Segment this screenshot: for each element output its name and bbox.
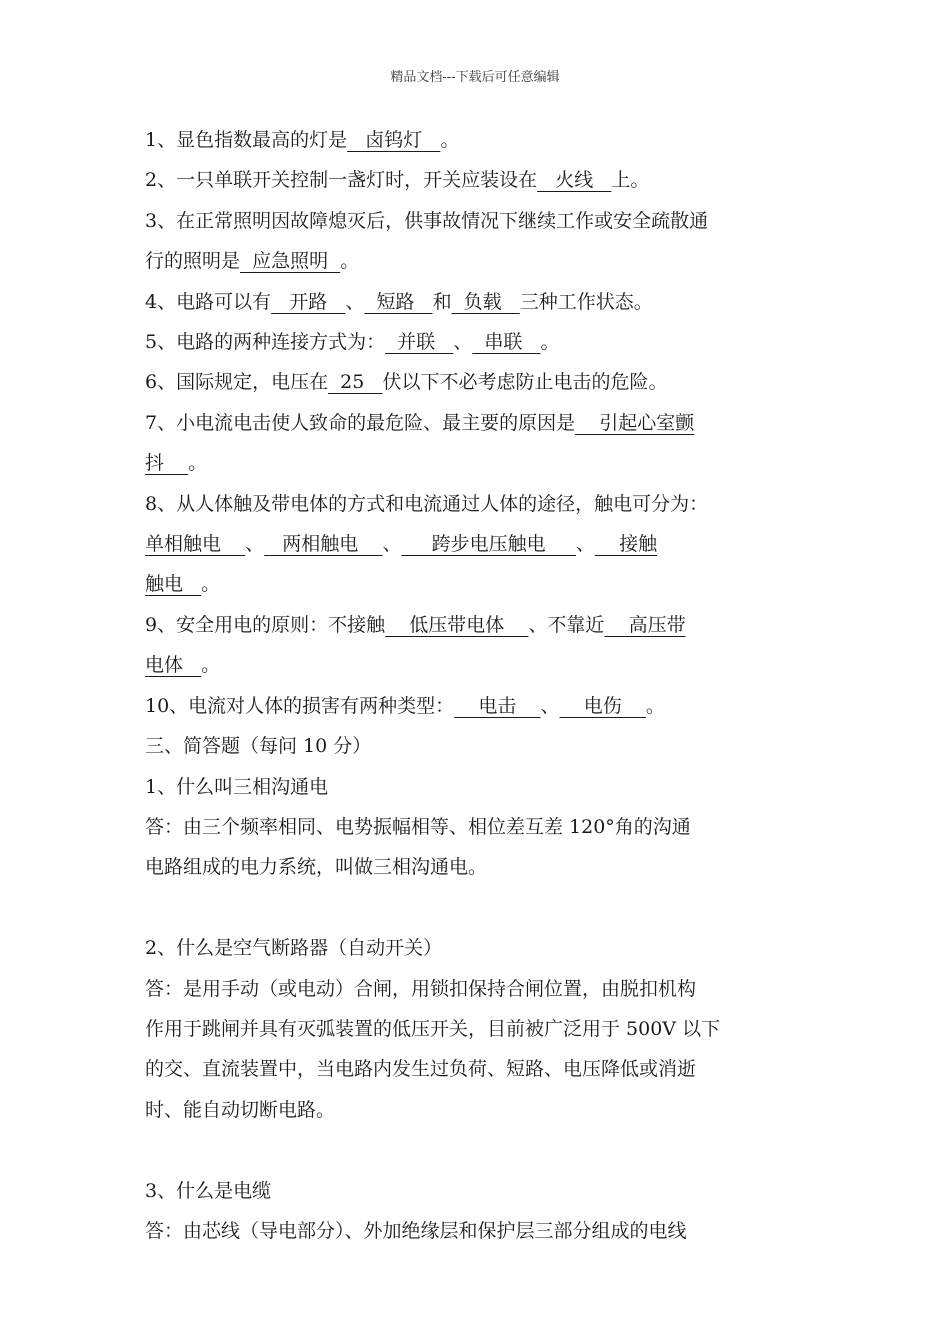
answer-2-line: 的交、直流装置中，当电路内发生过负荷、短路、电压降低或消逝 <box>145 1058 697 1081</box>
fill-in-item-7 <box>145 403 825 443</box>
text: 。 <box>540 331 560 354</box>
answer-blank: 开路 <box>271 290 346 313</box>
spacer <box>145 1130 825 1170</box>
fill-in-item-2 <box>145 160 825 200</box>
fill-in-item-9 <box>145 605 825 645</box>
fill-in-item-1 <box>145 120 825 160</box>
question-1: 1、什么叫三相沟通电 <box>145 775 329 798</box>
answer-blank: 卤钨灯 <box>347 129 441 151</box>
fill-in-item-3: 3、在正常照明因故障熄灭后，供事故情况下继续工作或安全疏散通 <box>145 209 709 232</box>
text: 。 <box>201 654 221 677</box>
text: 6、国际规定，电压在 <box>145 371 329 394</box>
text: 4、电路可以有 <box>145 290 272 313</box>
text: 。 <box>340 250 360 273</box>
section-title: 三、简答题（每问 10 分） <box>145 735 372 758</box>
text: 三种工作状态。 <box>519 290 653 313</box>
document-body <box>145 120 825 1251</box>
fill-in-item-9-cont <box>145 645 825 685</box>
answer-blank: 应急照明 <box>240 250 341 273</box>
text: 、 <box>575 533 595 556</box>
fill-in-item-8-cont-2 <box>145 564 825 604</box>
answer-3-line: 答：由芯线（导电部分）、外加绝缘层和保护层三部分组成的电线 <box>145 1219 687 1242</box>
text: 7、小电流电击使人致命的最危险、最主要的原因是 <box>145 411 576 434</box>
text: 和 <box>432 290 452 313</box>
answer-blank: 跨步电压触电 <box>401 533 576 556</box>
text: 、不靠近 <box>528 613 605 636</box>
answer-2-line: 答：是用手动（或电动）合闸，用锁扣保持合闸位置，由脱扣机构 <box>145 977 697 1000</box>
answer-blank: 25 <box>328 371 383 394</box>
question-2: 2、什么是空气断路器（自动开关） <box>145 937 443 960</box>
answer-blank: 高压带 <box>604 613 686 636</box>
answer-blank: 火线 <box>537 169 612 192</box>
answer-blank: 负载 <box>451 290 520 313</box>
text: 。 <box>440 129 460 151</box>
text: 伏以下不必考虑防止电击的危险。 <box>382 371 668 394</box>
text: 。 <box>645 694 665 717</box>
question-3: 3、什么是电缆 <box>145 1179 272 1202</box>
answer-blank: 并联 <box>385 331 454 354</box>
page-header: 精品文档---下载后可任意编辑 <box>390 70 560 85</box>
text: 。 <box>188 452 208 475</box>
answer-2-line: 作用于跳闸并具有灭弧装置的低压开关，目前被广泛用于 500V 以下 <box>145 1017 721 1040</box>
text: 、 <box>453 331 473 354</box>
text: 2、一只单联开关控制一盏灯时，开关应装设在 <box>145 169 538 192</box>
fill-in-item-8: 8、从人体触及带电体的方式和电流通过人体的途径，触电可分为： <box>145 492 709 515</box>
answer-1-line: 电路组成的电力系统，叫做三相沟通电。 <box>145 856 488 879</box>
text: 、 <box>345 290 365 313</box>
fill-in-item-6 <box>145 362 825 402</box>
answer-blank: 串联 <box>472 331 541 354</box>
text: 1、显色指数最高的灯是 <box>145 129 348 151</box>
answer-blank: 触电 <box>145 573 202 596</box>
fill-in-item-4 <box>145 282 825 322</box>
text: 、 <box>540 694 560 717</box>
text: 。 <box>201 573 221 596</box>
text: 行的照明是 <box>145 250 241 273</box>
answer-blank: 单相触电 <box>145 533 246 556</box>
text: 9、安全用电的原则：不接触 <box>145 613 386 636</box>
answer-blank: 引起心室颤 <box>575 411 695 434</box>
text: 、 <box>382 533 402 556</box>
fill-in-item-8-cont <box>145 524 825 564</box>
answer-blank: 短路 <box>364 290 433 313</box>
answer-blank: 两相触电 <box>264 533 383 556</box>
spacer <box>145 888 825 928</box>
answer-blank: 电伤 <box>559 694 646 717</box>
answer-1-line: 答：由三个频率相同、电势振幅相等、相位差互差 120°角的沟通 <box>145 815 691 838</box>
fill-in-item-10 <box>145 686 825 726</box>
fill-in-item-7-cont <box>145 443 825 483</box>
text: 、 <box>245 533 265 556</box>
answer-2-line: 时、能自动切断电路。 <box>145 1098 336 1121</box>
answer-blank: 低压带电体 <box>385 613 529 636</box>
answer-blank: 电体 <box>145 654 202 677</box>
answer-blank: 接触 <box>594 533 658 556</box>
text: 10、电流对人体的损害有两种类型： <box>145 694 455 717</box>
fill-in-item-5 <box>145 322 825 362</box>
text: 上。 <box>611 169 650 192</box>
answer-blank: 电击 <box>454 694 541 717</box>
answer-blank: 抖 <box>145 452 189 475</box>
fill-in-item-3-cont <box>145 241 825 281</box>
text: 5、电路的两种连接方式为： <box>145 331 386 354</box>
